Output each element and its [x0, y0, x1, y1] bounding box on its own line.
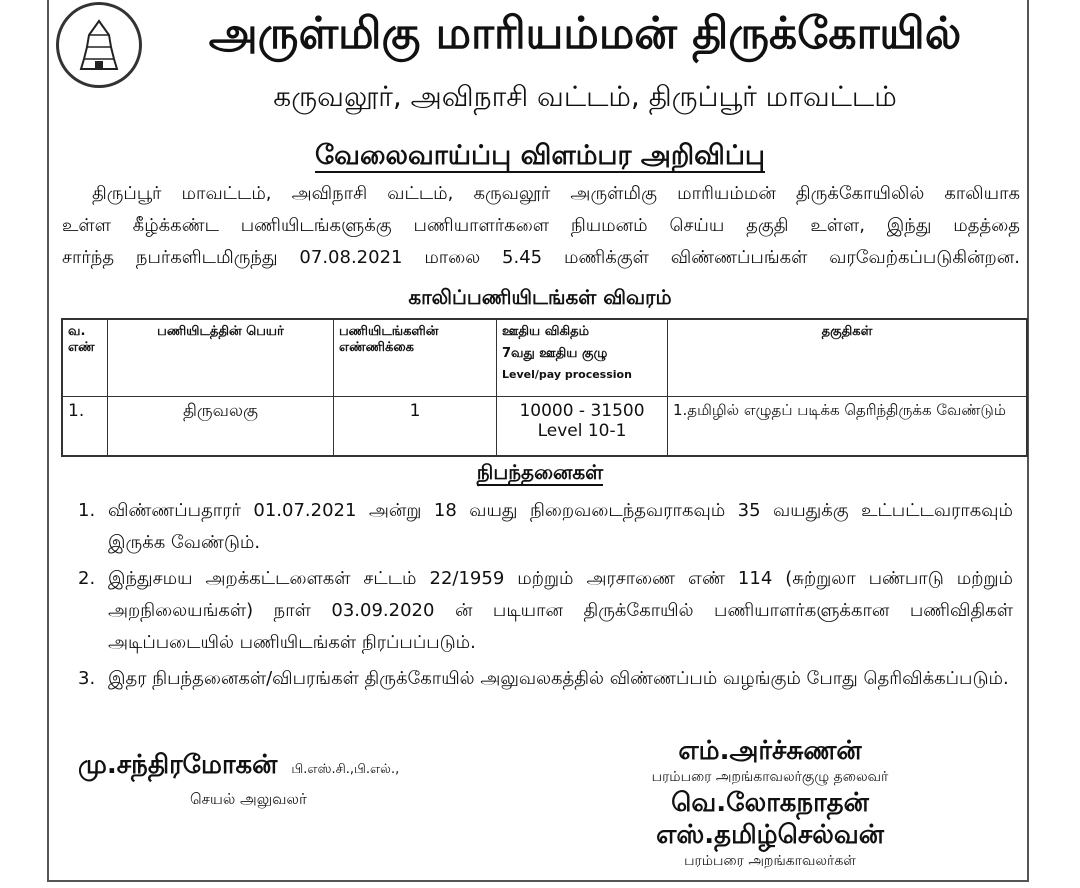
temple-title: அருள்மிகு மாரியம்மன் திருக்கோயில் — [208, 8, 962, 59]
cell-count: 1 — [334, 397, 497, 457]
officer-name: மு.சந்திரமோகன் — [78, 750, 278, 780]
cell-qualification: 1.தமிழில் எழுதப் படிக்க தெரிந்திருக்க வேண்டும் — [668, 397, 1028, 457]
table-header-row — [62, 319, 1027, 397]
header-pay — [497, 319, 668, 397]
header-pay-line1: ஊதிய விகிதம் — [502, 324, 590, 339]
chair-name: எம்.அர்ச்சுணன் — [678, 736, 862, 766]
conditions-heading-text: நிபந்தனைகள் — [476, 460, 604, 484]
item-number: 1. — [78, 500, 96, 521]
officer-qualification: பி.எஸ்.சி.,பி.எல்., — [291, 762, 400, 777]
table-row — [62, 397, 1027, 457]
item-text: விண்ணப்பதாரர் 01.07.2021 அன்று 18 வயது நிறைவடைந்தவராகவும் 35 வயதுக்கு உட்பட்டவராகவும் இருக்க வேண்டும். — [108, 500, 1013, 553]
officer-role: செயல் அலுவலர் — [190, 790, 307, 808]
header-qualification: தகுதிகள் — [668, 319, 1028, 397]
temple-gopuram-icon — [69, 15, 129, 75]
temple-location: கருவலூர், அவிநாசி வட்டம், திருப்பூர் மாவட்டம் — [273, 80, 897, 113]
header-pay-line3: Level/pay procession — [502, 368, 632, 381]
cell-pay — [497, 397, 668, 457]
executive-officer-signature — [78, 750, 399, 783]
header-post: பணியிடத்தின் பெயர் — [108, 319, 334, 397]
trustees-role: பரம்பரை அறங்காவலர்கள் — [684, 853, 856, 869]
item-text: இந்துசமய அறக்கட்டளைகள் சட்டம் 22/1959 மற்றும் அரசாணை எண் 114 (சுற்றுலா பண்பாடு மற்றும் அறநிலையங்கள்) நாள் 03.09.2020 ன் படியான திருக்கோயில் பணியாளர்களுக்கான பணிவிதிகள் அடிப்படையில் பணியிடங்கள் நிரப்பப்படும். — [108, 568, 1013, 653]
item-text: இதர நிபந்தனைகள்/விபரங்கள் திருக்கோயில் அலுவலகத்தில் விண்ணப்பம் வழங்கும் போது தெரிவிக்கப்படும். — [108, 668, 1009, 689]
cell-post: திருவலகு — [108, 397, 334, 457]
notice-line: உள்ள கீழ்க்கண்ட பணியிடங்களுக்கு பணியாளர்களை நியமனம் செய்ய தகுதி உள்ள, இந்து மதத்தை — [62, 215, 1020, 236]
header-count: பணியிடங்களின் எண்ணிக்கை — [334, 319, 497, 397]
trustee-name: வெ.லோகநாதன் — [671, 788, 869, 818]
vacancy-table-title: காலிப்பணியிடங்கள் விவரம் — [408, 285, 672, 309]
pay-range: 10000 - 31500 — [519, 401, 645, 421]
notice-paragraph — [62, 178, 1020, 274]
conditions-heading — [60, 460, 1020, 487]
notice-heading-text: வேலைவாய்ப்பு விளம்பர அறிவிப்பு — [314, 140, 766, 171]
list-item — [78, 495, 1013, 559]
vacancy-table — [61, 318, 1028, 457]
item-number: 3. — [78, 668, 96, 689]
notice-line: சார்ந்த நபர்களிடமிருந்து 07.08.2021 மாலை 5.45 மணிக்குள் விண்ணப்பங்கள் வரவேற்கப்படுகின்றன. — [62, 247, 1020, 268]
tamil-nadu-emblem-logo — [56, 2, 142, 88]
pay-level: Level 10-1 — [537, 421, 627, 441]
cell-sno: 1. — [62, 397, 108, 457]
list-item — [78, 563, 1013, 659]
conditions-list — [78, 495, 1013, 699]
trustees-signature-block — [580, 735, 960, 871]
item-number: 2. — [78, 568, 96, 589]
notice-line: திருப்பூர் மாவட்டம், அவிநாசி வட்டம், கருவலூர் அருள்மிகு மாரியம்மன் திருக்கோயிலில் காலியாக — [92, 183, 1020, 204]
header-sno: வ. எண் — [62, 319, 108, 397]
list-item — [78, 663, 1013, 695]
trustee-name: எஸ்.தமிழ்செல்வன் — [656, 820, 884, 850]
chair-role: பரம்பரை அறங்காவலர்குழு தலைவர் — [651, 769, 889, 785]
notice-heading — [60, 140, 1020, 175]
header-pay-line2: 7வது ஊதிய குழு — [502, 346, 608, 361]
